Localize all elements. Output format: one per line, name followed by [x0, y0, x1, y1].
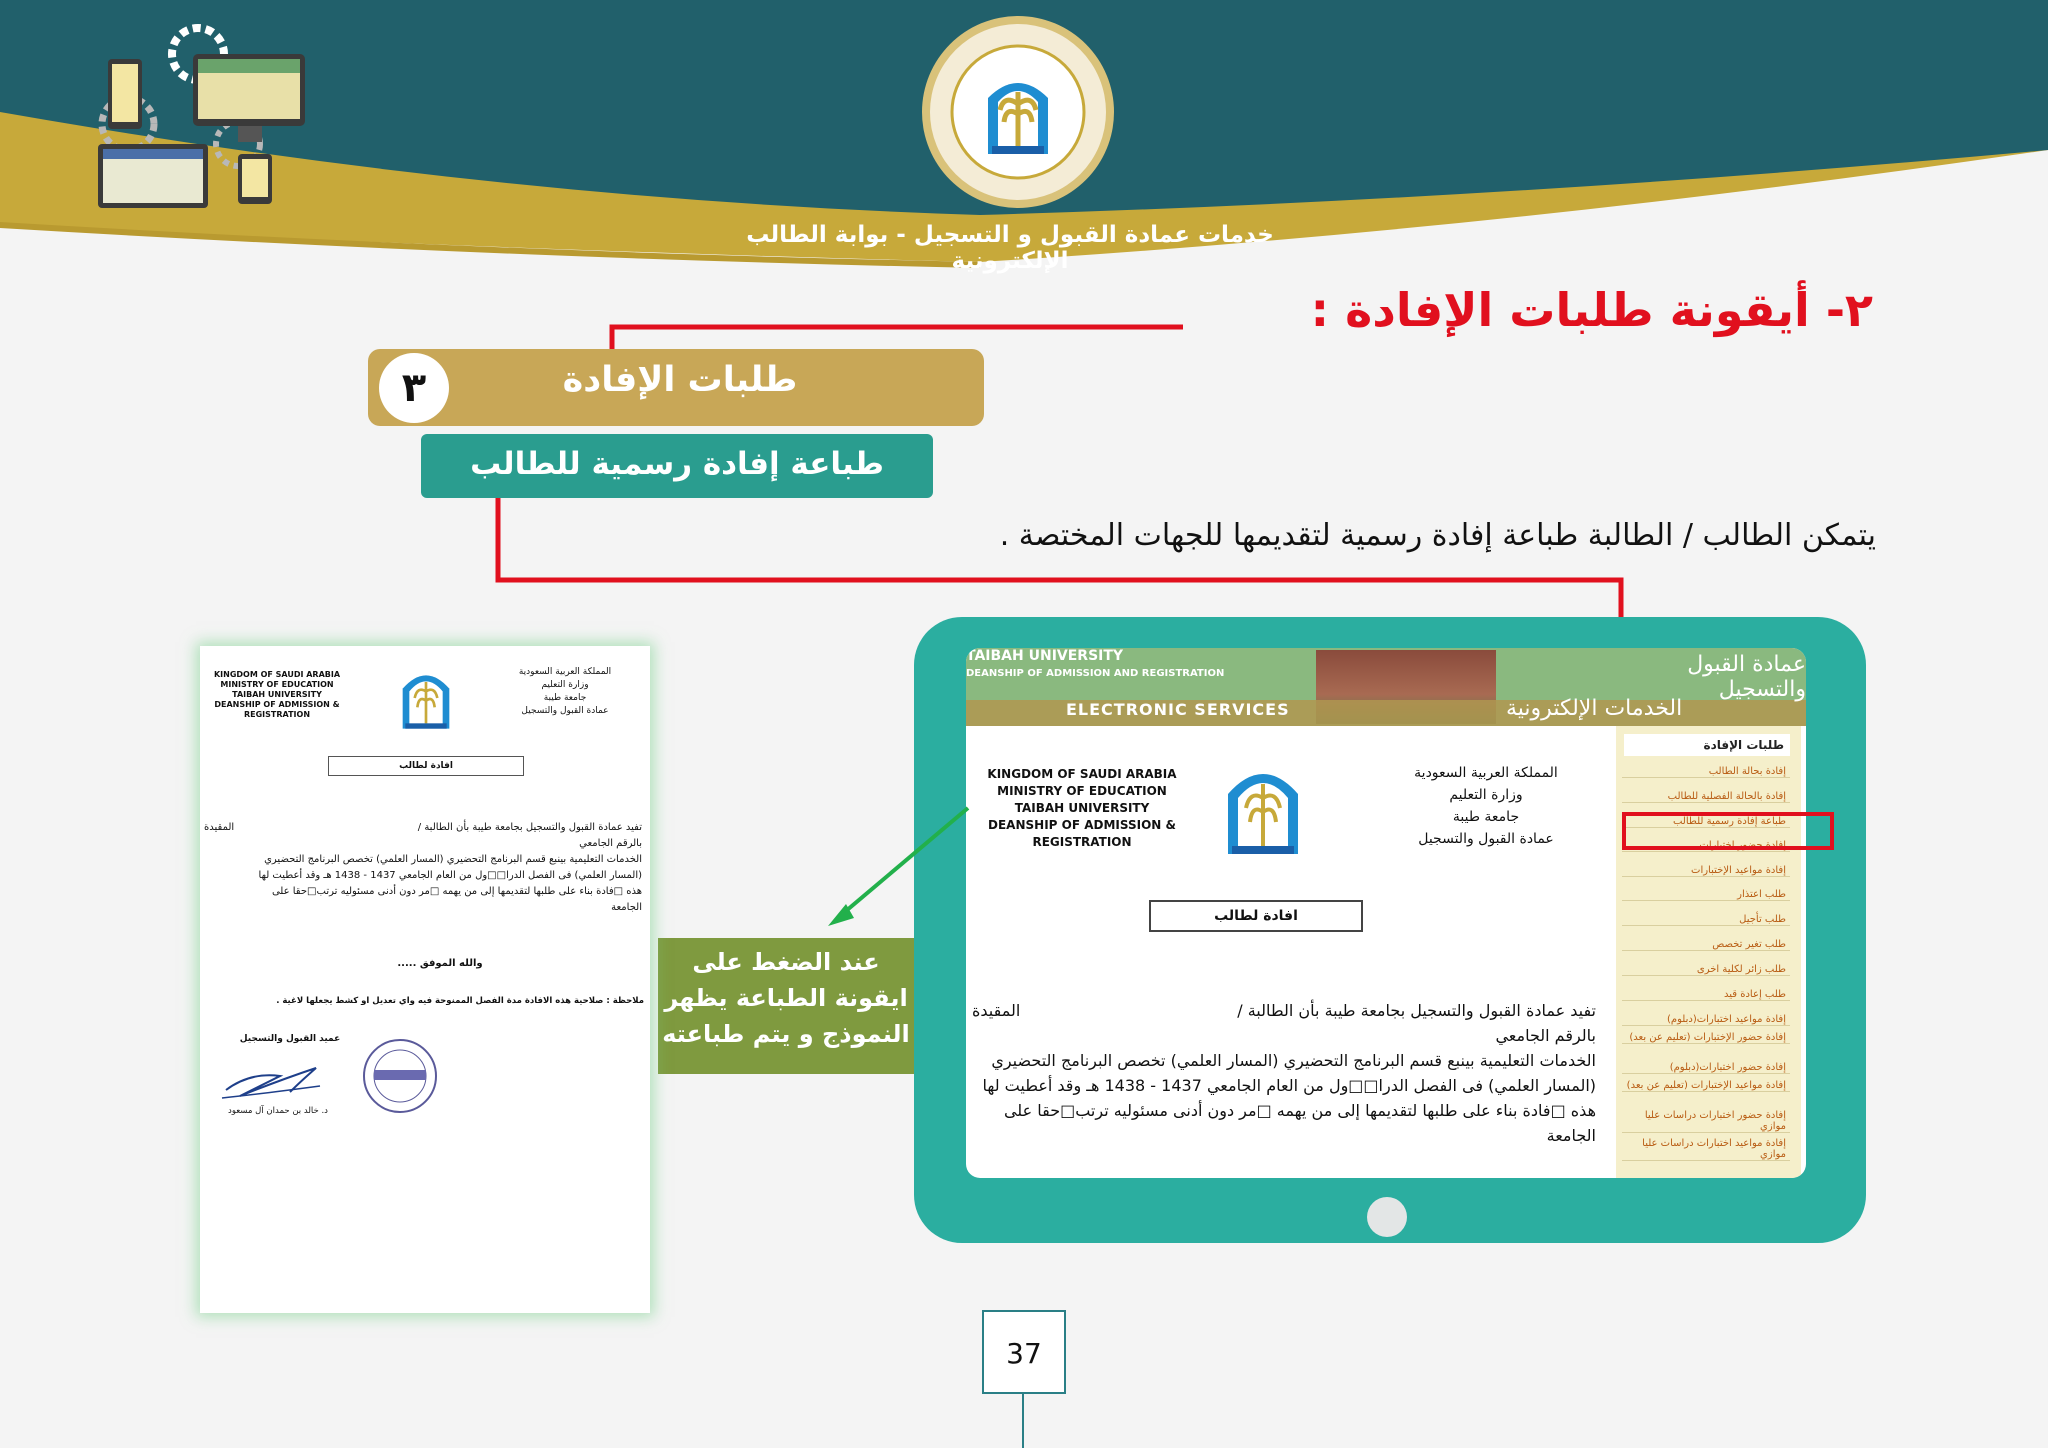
- side-menu-item[interactable]: إفادة حضور اختبارات(دبلوم): [1622, 1062, 1790, 1074]
- letter-line: الخدمات التعليمية بينبع قسم البرنامج التحضيري (المسار العلمي) تخصص البرنامج التحضيري: [991, 1051, 1596, 1070]
- letter-line: بالرقم الجامعي: [1495, 1026, 1596, 1045]
- doc-dean-title: عميد القبول والتسجيل: [239, 1034, 341, 1044]
- page-number: 37: [982, 1310, 1066, 1394]
- banner-arabic-deanship: عمادة القبول والتسجيل: [1687, 652, 1806, 702]
- doc-line: تفيد عمادة القبول والتسجيل بجامعة طيبة بأن الطالبة /: [417, 822, 642, 833]
- letter-line: تفيد عمادة القبول والتسجيل بجامعة طيبة بأن الطالبة /: [1237, 1001, 1596, 1020]
- doc-line-end: المقيدة: [204, 822, 235, 833]
- doc-header-line: MINISTRY OF EDUCATION: [220, 680, 334, 689]
- doc-title-box: افادة لطالب: [328, 756, 524, 776]
- side-menu-item[interactable]: إفادة مواعيد اختبارات دراسات عليا موازي: [1622, 1138, 1790, 1161]
- side-menu-item[interactable]: إفادة مواعيد الإختبارات: [1622, 865, 1790, 877]
- submenu-print-certificate-label: طباعة إفادة رسمية للطالب: [470, 446, 884, 482]
- doc-header-arabic: [500, 666, 630, 718]
- doc-note: ملاحظة : صلاحية هذه الافادة مدة الفصل الممنوحة فيه واي تعديل او كشط يجعلها لاغية .: [276, 996, 644, 1006]
- doc-header-line: جامعة طيبة: [543, 693, 587, 703]
- letter-line: هذه □فادة بناء على طلبها لتقديمها إلى من يهمه □مر دون أدنى مسئوليه ترتب□حقا على: [1003, 1101, 1596, 1120]
- banner-university-name: TAIBAH UNIVERSITY: [966, 648, 1124, 664]
- section-heading: ٢- أيقونة طلبات الإفادة :: [1310, 283, 1873, 337]
- side-menu-item[interactable]: إفادة حضور الإختبارات (تعليم عن بعد): [1622, 1032, 1790, 1044]
- green-arrow-icon: [840, 808, 968, 916]
- header-title: خدمات عمادة القبول و التسجيل - بوابة الطالب الإلكترونية: [746, 222, 1274, 274]
- letter-title-box: افادة لطالب: [1149, 900, 1363, 932]
- doc-header-line: عمادة القبول والتسجيل: [521, 706, 609, 716]
- side-menu-item[interactable]: طلب اعتذار: [1622, 889, 1790, 901]
- side-menu-item[interactable]: إفادة حضور اختبارات: [1622, 840, 1790, 852]
- banner-arabic-services: الخدمات الإلكترونية: [1506, 696, 1683, 721]
- signature-icon: [220, 1046, 340, 1106]
- letter-header-line: TAIBAH UNIVERSITY: [1014, 801, 1150, 815]
- doc-header-line: المملكة العربية السعودية: [518, 667, 612, 677]
- doc-line: الجامعة: [611, 902, 642, 913]
- letter-header-line: MINISTRY OF EDUCATION: [997, 784, 1167, 798]
- highlight-box: [1624, 814, 1832, 848]
- letter-header-line: KINGDOM OF SAUDI ARABIA: [987, 767, 1177, 781]
- callout-text: [658, 944, 914, 1052]
- doc-header-line: DEANSHIP OF ADMISSION &: [214, 700, 340, 709]
- letter-line: (المسار العلمي) فى الفصل الدرا□□ول من العام الجامعي 1437 - 1438 هـ وقد أعطيت لها: [982, 1076, 1596, 1095]
- side-menu-item[interactable]: إفادة بحالة الطالب: [1622, 766, 1790, 778]
- menu-requests-label: طلبات الإفادة: [562, 360, 798, 400]
- doc-header-line: REGISTRATION: [243, 710, 311, 719]
- menu-step-number: ٣: [379, 353, 449, 423]
- doc-header-line: TAIBAH UNIVERSITY: [232, 690, 322, 699]
- doc-line: هذه □فادة بناء على طلبها لتقديمها إلى من يهمه □مر دون أدنى مسئوليه ترتب□حقا على: [271, 886, 642, 897]
- letter-line-end: المقيدة: [972, 1001, 1021, 1020]
- side-menu-item[interactable]: طلب تأجيل: [1622, 914, 1790, 926]
- side-menu-item[interactable]: طلب تغير تخصص: [1622, 939, 1790, 951]
- page-number-stem: [1022, 1394, 1024, 1448]
- banner-electronic-services: ELECTRONIC SERVICES: [1066, 700, 1290, 719]
- printed-certificate: [200, 646, 650, 1313]
- doc-line: بالرقم الجامعي: [579, 838, 642, 849]
- letter-header-line: عمادة القبول والتسجيل: [1418, 831, 1554, 847]
- side-menu-item[interactable]: إفادة حضور اختبارات دراسات عليا موازي: [1622, 1110, 1790, 1133]
- callout-line: عند الضغط على: [692, 948, 880, 976]
- letter-header-line: وزارة التعليم: [1449, 787, 1523, 803]
- side-menu-item[interactable]: إفادة مواعيد اختبارات(دبلوم): [1622, 1014, 1790, 1026]
- section-description: يتمكن الطالب / الطالبة طباعة إفادة رسمية لتقديمها للجهات المختصة .: [999, 518, 1876, 553]
- side-menu-item[interactable]: طلب إعادة قيد: [1622, 989, 1790, 1001]
- doc-line: (المسار العلمي) فى الفصل الدرا□□ول من العام الجامعي 1437 - 1438 هـ وقد أعطيت لها: [258, 870, 642, 881]
- letter-header-line: DEANSHIP OF ADMISSION &: [988, 818, 1176, 832]
- side-menu-item[interactable]: طلب زائر لكلية اخرى: [1622, 964, 1790, 976]
- callout-line: ايقونة الطباعة يظهر: [664, 984, 908, 1012]
- letter-header-line: جامعة طيبة: [1452, 809, 1520, 825]
- doc-header-english: [212, 670, 342, 720]
- callout-line: النموذج و يتم طباعته: [662, 1020, 910, 1048]
- side-menu-item[interactable]: إفادة مواعيد الإختبارات (تعليم عن بعد): [1622, 1080, 1790, 1092]
- doc-body: [204, 820, 642, 916]
- doc-university-logo-icon: [400, 666, 452, 730]
- letter-header-line: REGISTRATION: [1032, 835, 1132, 849]
- side-menu-title[interactable]: طلبات الإفادة: [1624, 734, 1790, 756]
- banner-deanship-name: DEANSHIP OF ADMISSION AND REGISTRATION: [966, 668, 1225, 679]
- side-menu-item-print-certificate[interactable]: طباعة إفادة رسمية للطالب: [1622, 816, 1790, 828]
- official-stamp-icon: [360, 1036, 440, 1116]
- letter-header-line: المملكة العربية السعودية: [1414, 765, 1558, 781]
- letter-line: الجامعة: [1546, 1126, 1596, 1145]
- doc-header-line: وزارة التعليم: [541, 680, 589, 690]
- doc-header-line: KINGDOM OF SAUDI ARABIA: [213, 670, 341, 679]
- doc-closing: والله الموفق .....: [397, 958, 483, 969]
- doc-line: الخدمات التعليمية بينبع قسم البرنامج التحضيري (المسار العلمي) تخصص البرنامج التحضيري: [264, 854, 642, 865]
- side-menu-item[interactable]: إفادة بالحالة الفصلية للطالب: [1622, 791, 1790, 803]
- doc-dean-name: د. خالد بن حمدان آل مسعود: [228, 1106, 328, 1116]
